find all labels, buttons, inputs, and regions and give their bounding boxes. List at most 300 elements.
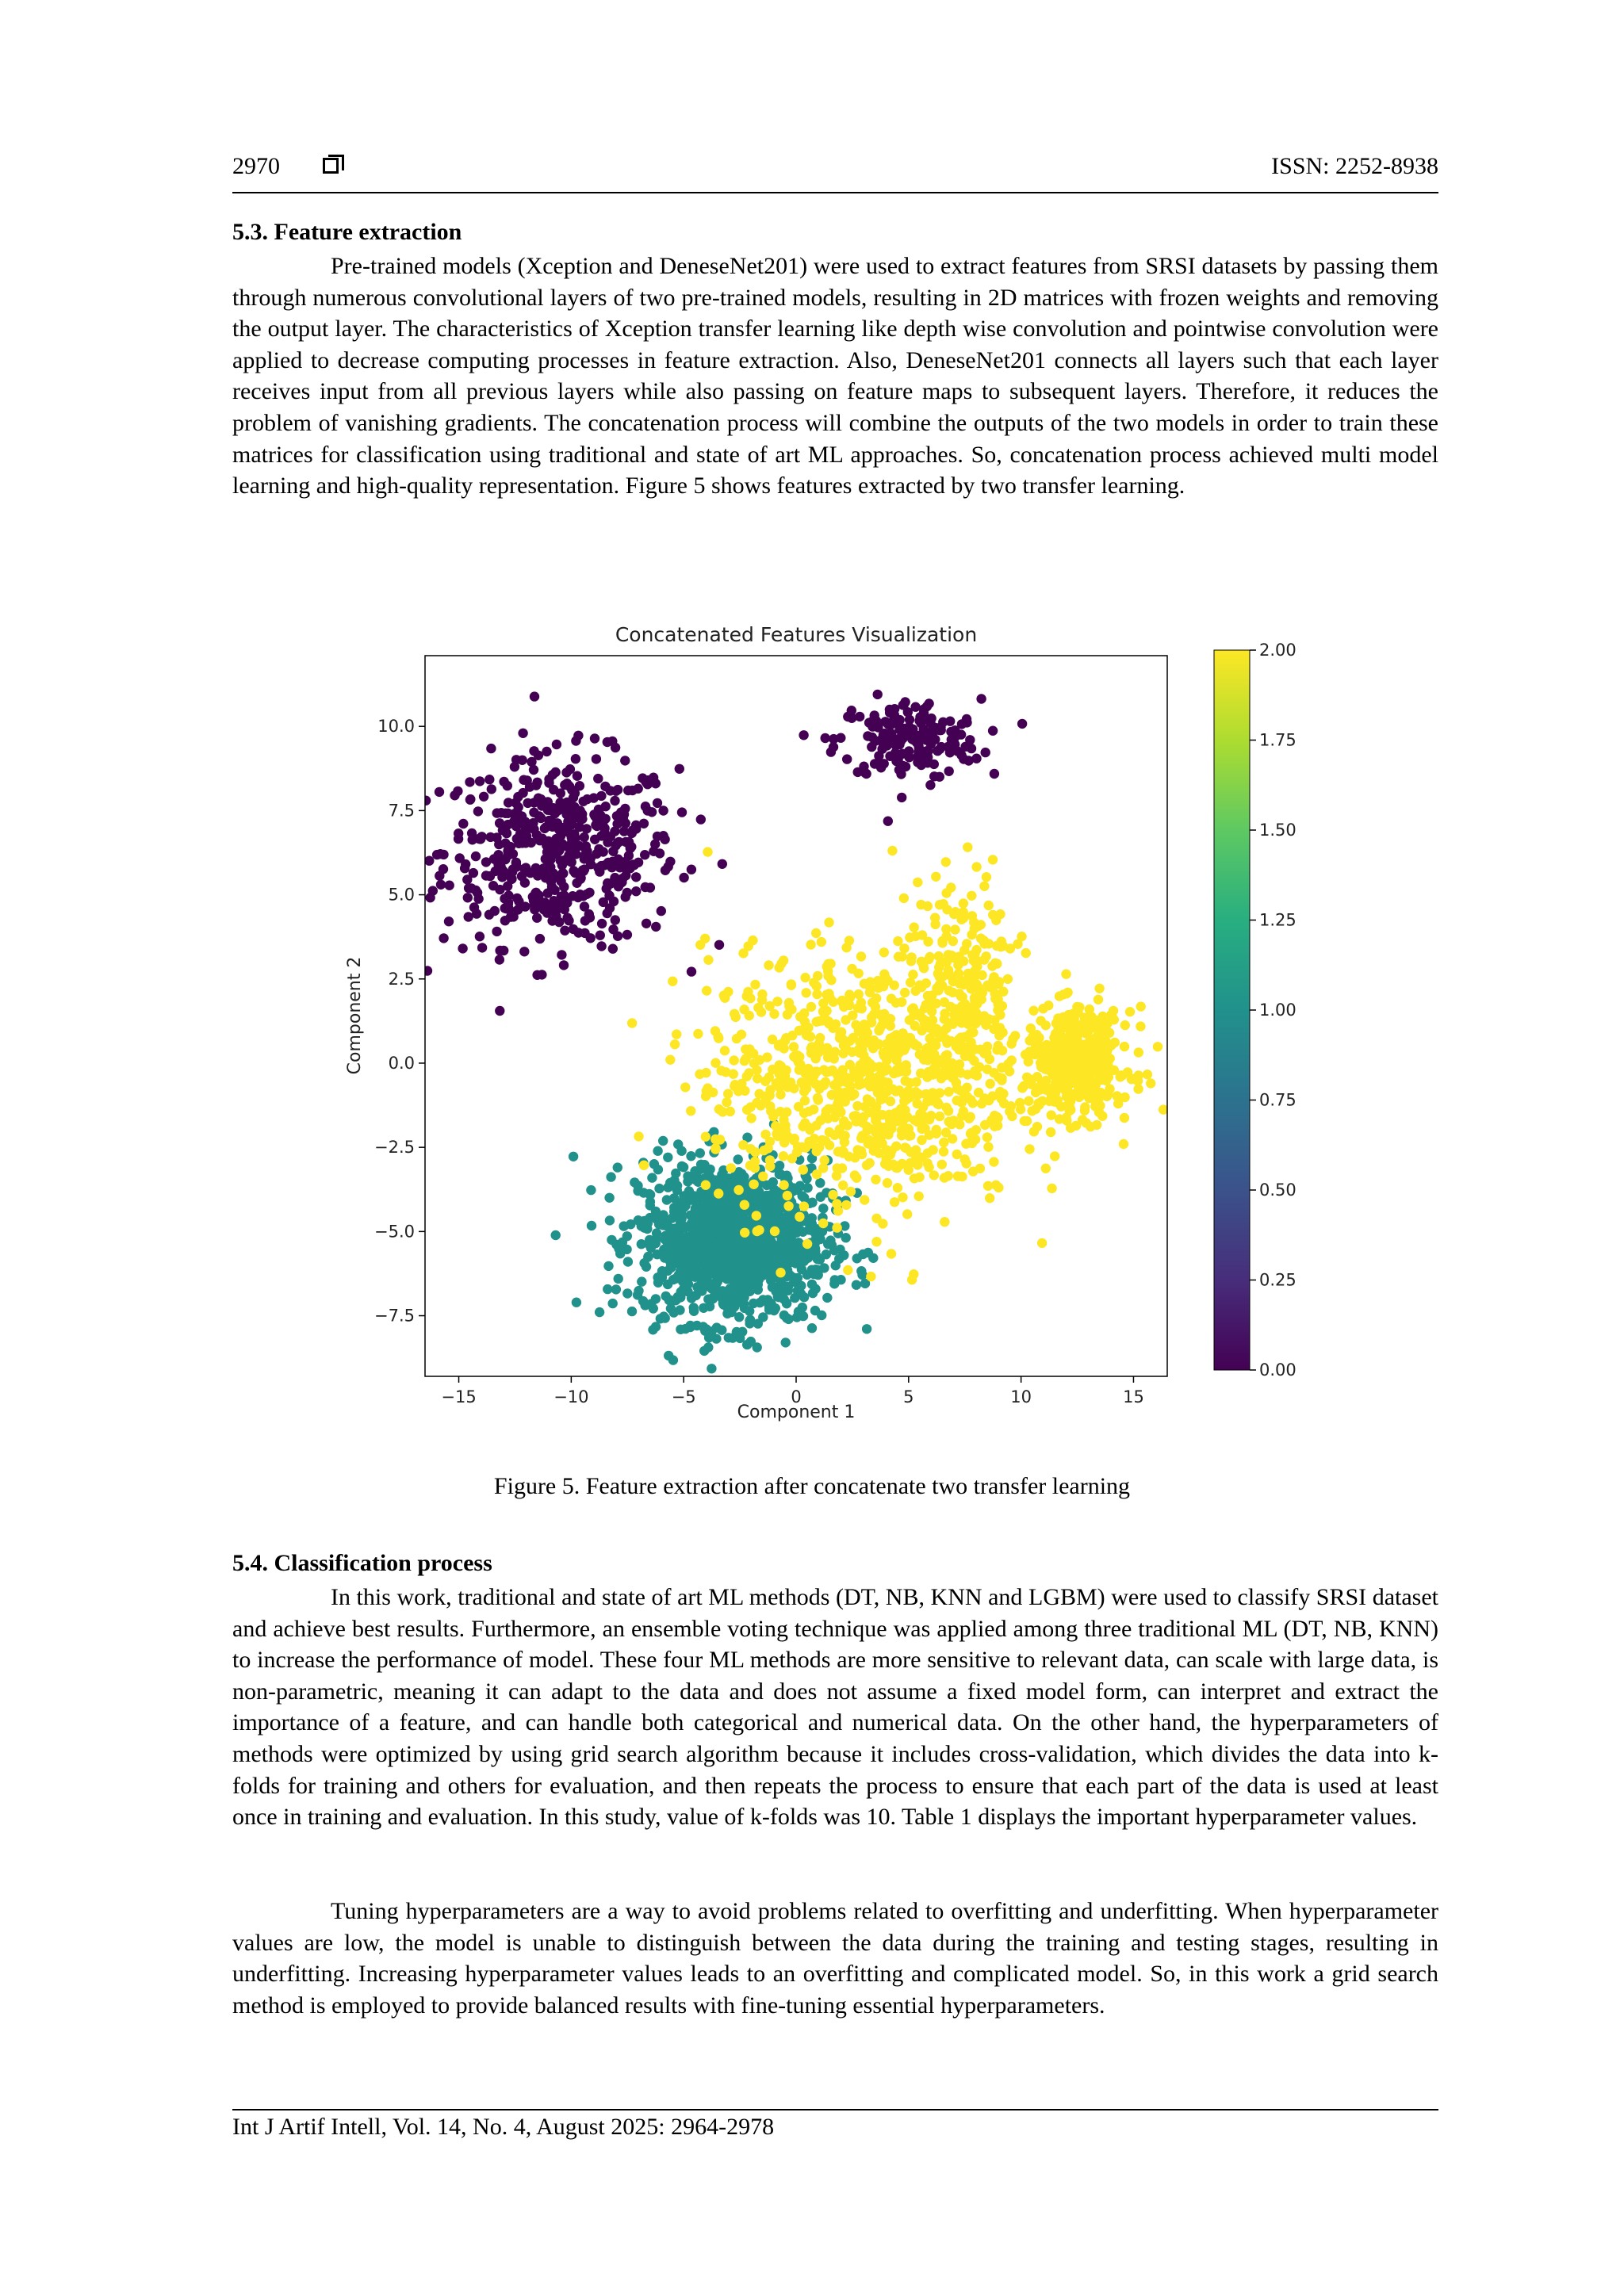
scatter-point <box>811 928 821 938</box>
section-paragraph-5-4-1: In this work, traditional and state of art ML methods (DT, NB, KNN and LGBM) were used to classify SRSI dataset and achieve best results. Furthermore, an ensemble voting technique was applied among three traditional ML (DT, NB, KNN) to increase the performance of model. These four ML methods are more sensitive to relevant data, can scale with large data, is non-parametric, meaning it can adapt to the data and does not assume a fixed model form, can interpret and extract the importance of a feature, and can handle both categorical and numerical data. On the other hand, the hyperparameters of methods were optimized by using grid search algorithm because it includes cross-validation, which divides the data into k-folds for training and others for evaluation, and then repeats the process to ensure that each part of the data is used at least once in training and evaluation. In this study, value of k-folds was 10. Table 1 displays the important hyperparameter values. <box>232 1584 1438 1831</box>
scatter-point <box>699 1212 708 1222</box>
scatter-point <box>990 769 999 779</box>
scatter-point <box>857 1131 867 1140</box>
scatter-point <box>565 764 575 774</box>
scatter-point <box>898 761 908 771</box>
scatter-point <box>458 819 468 828</box>
scatter-point <box>962 1158 971 1168</box>
scatter-point <box>955 1059 964 1069</box>
scatter-point <box>740 1228 749 1238</box>
scatter-point <box>860 1195 869 1204</box>
scatter-point <box>714 1249 723 1259</box>
scatter-point <box>511 814 521 824</box>
scatter-point <box>806 939 815 949</box>
scatter-point <box>627 1307 637 1316</box>
scatter-point <box>1060 1039 1070 1049</box>
scatter-point <box>473 894 483 904</box>
scatter-point <box>771 1283 780 1292</box>
scatter-point <box>799 1292 809 1302</box>
scatter-point <box>914 1011 924 1020</box>
scatter-point <box>473 806 483 816</box>
scatter-point <box>794 1307 803 1316</box>
scatter-point <box>862 1161 871 1170</box>
scatter-point <box>899 1109 909 1119</box>
scatter-point <box>806 1002 816 1012</box>
scatter-point <box>724 1288 733 1298</box>
scatter-point <box>1052 1097 1062 1107</box>
scatter-point <box>902 1209 912 1219</box>
scatter-point <box>647 807 657 817</box>
scatter-point <box>740 1200 749 1210</box>
scatter-point <box>738 1253 748 1263</box>
scatter-point <box>976 694 986 703</box>
scatter-point <box>1080 1106 1090 1115</box>
scatter-point <box>897 1131 906 1140</box>
scatter-point <box>980 1120 990 1130</box>
scatter-point <box>936 982 946 991</box>
scatter-point <box>630 860 639 870</box>
scatter-point <box>1024 1096 1033 1106</box>
scatter-point <box>960 742 970 752</box>
scatter-point <box>746 1113 756 1123</box>
scatter-point <box>696 814 706 824</box>
scatter-point <box>714 1033 723 1043</box>
scatter-point <box>729 1055 738 1065</box>
scatter-point <box>660 835 669 844</box>
scatter-point <box>1088 1081 1097 1091</box>
scatter-point <box>571 754 580 763</box>
scatter-point <box>783 1191 792 1200</box>
scatter-point <box>957 1041 967 1050</box>
scatter-point <box>891 748 900 757</box>
scatter-point <box>513 905 523 914</box>
scatter-point <box>847 714 856 723</box>
scatter-point <box>703 847 712 856</box>
scatter-point <box>800 973 810 982</box>
scatter-point <box>529 746 538 756</box>
scatter-point <box>608 1299 618 1308</box>
scatter-point <box>453 786 462 796</box>
scatter-point <box>611 915 620 924</box>
scatter-chart <box>317 614 1348 1471</box>
scatter-point <box>994 1031 1004 1040</box>
scatter-point <box>611 1284 621 1294</box>
scatter-point <box>762 1052 772 1062</box>
scatter-point <box>822 1106 831 1115</box>
scatter-point <box>1059 989 1068 999</box>
scatter-point <box>1008 1034 1017 1043</box>
scatter-point <box>596 941 606 951</box>
scatter-point <box>841 997 850 1007</box>
scatter-point <box>923 991 933 1001</box>
y-tick-label: 5.0 <box>388 885 415 905</box>
scatter-point <box>833 1087 843 1096</box>
scatter-point <box>867 1018 876 1027</box>
scatter-point <box>622 1288 632 1298</box>
scatter-point <box>832 1223 841 1232</box>
scatter-point <box>723 1089 733 1098</box>
scatter-point <box>850 1170 860 1180</box>
scatter-point <box>503 820 512 829</box>
scatter-point <box>979 882 989 891</box>
scatter-point <box>596 931 605 940</box>
scatter-point <box>485 832 495 842</box>
scatter-point <box>984 901 994 910</box>
section-paragraph-5-3: Pre-trained models (Xception and DeneseNet201) were used to extract features from SRSI datasets by passing them through numerous convolutional layers of two pre-trained models, resulting in 2D matrices with frozen weights and removing the output layer. The characteristics of Xception transfer learning like depth wise convolution and pointwise convolution were applied to decrease computing processes in feature extraction. Also, DeneseNet201 connects all layers such that each layer receives input from all previous layers while also passing on feature maps to subsequent layers. Therefore, it reduces the problem of vanishing gradients. The concatenation process will combine the outputs of the two models in order to train these matrices for classification using traditional and state of art ML approaches. So, concatenation process achieved multi model learning and high-quality representation. Figure 5 shows features extracted by two transfer learning. <box>232 253 1438 499</box>
scatter-point <box>968 1098 978 1108</box>
scatter-point <box>1109 1066 1119 1075</box>
scatter-point <box>653 1249 662 1259</box>
scatter-point <box>496 808 506 817</box>
scatter-point <box>929 771 939 781</box>
scatter-point <box>663 1153 672 1162</box>
scatter-point <box>950 924 959 934</box>
scatter-point <box>487 784 496 794</box>
scatter-point <box>865 983 875 993</box>
scatter-point <box>465 794 475 804</box>
scatter-point <box>701 1181 710 1190</box>
scatter-point <box>574 841 584 851</box>
scatter-point <box>942 1050 952 1059</box>
scatter-point <box>663 1183 672 1192</box>
figure-caption: Figure 5. Feature extraction after concatenate two transfer learning <box>493 1473 1131 1499</box>
scatter-point <box>444 916 454 926</box>
scatter-point <box>432 850 442 859</box>
scatter-point <box>1024 1057 1033 1066</box>
scatter-point <box>956 992 966 1001</box>
scatter-point <box>967 891 976 901</box>
scatter-point <box>733 1185 743 1195</box>
scatter-point <box>590 811 599 821</box>
scatter-point <box>971 754 981 763</box>
scatter-point <box>674 1270 684 1280</box>
scatter-point <box>838 1049 848 1058</box>
scatter-point <box>776 1268 785 1277</box>
scatter-point <box>686 1106 695 1115</box>
scatter-point <box>720 1225 730 1234</box>
scatter-point <box>672 1185 682 1195</box>
scatter-point <box>879 982 888 991</box>
scatter-point <box>984 1096 994 1105</box>
scatter-point <box>810 1079 820 1089</box>
scatter-point <box>573 893 583 902</box>
scatter-point <box>989 1157 998 1166</box>
scatter-point <box>679 1162 688 1172</box>
scatter-point <box>750 1157 760 1166</box>
scatter-point <box>923 937 933 947</box>
scatter-point <box>973 921 982 931</box>
scatter-point <box>650 840 660 849</box>
x-axis-label: Component 1 <box>737 1402 856 1422</box>
scatter-point <box>874 1039 883 1049</box>
scatter-point <box>982 1065 992 1074</box>
scatter-point <box>668 977 677 986</box>
scatter-point <box>676 1242 686 1251</box>
scatter-points <box>421 690 1168 1374</box>
scatter-point <box>959 945 969 955</box>
scatter-point <box>594 844 603 854</box>
scatter-point <box>740 1303 749 1313</box>
scatter-point <box>606 1172 615 1181</box>
scatter-point <box>872 1078 882 1088</box>
scatter-point <box>613 1162 622 1172</box>
scatter-point <box>887 846 897 855</box>
scatter-point <box>783 1131 792 1141</box>
scatter-point <box>962 714 971 724</box>
scatter-point <box>686 1211 695 1220</box>
scatter-point <box>726 1163 736 1173</box>
scatter-point <box>503 846 512 855</box>
scatter-point <box>906 728 915 737</box>
scatter-point <box>689 1307 699 1316</box>
scatter-point <box>587 1221 596 1230</box>
scatter-point <box>709 1280 718 1290</box>
scatter-point <box>799 730 808 740</box>
scatter-point <box>813 971 822 981</box>
colorbar-tick-label: 0.25 <box>1259 1270 1297 1290</box>
scatter-point <box>913 1099 922 1108</box>
scatter-point <box>969 956 979 966</box>
scatter-point <box>643 1252 653 1261</box>
scatter-point <box>486 744 496 753</box>
scatter-point <box>467 828 477 838</box>
scatter-point <box>966 1052 975 1062</box>
scatter-point <box>760 1260 770 1269</box>
scatter-point <box>763 1269 772 1278</box>
colorbar-tick-label: 0.00 <box>1259 1360 1297 1380</box>
scatter-point <box>830 1047 840 1057</box>
scatter-point <box>718 859 727 869</box>
scatter-point <box>959 1032 969 1042</box>
scatter-point <box>556 876 565 886</box>
scatter-point <box>421 796 431 806</box>
scatter-point <box>1017 1083 1027 1093</box>
scatter-point <box>804 1107 814 1116</box>
scatter-point <box>704 1333 714 1342</box>
scatter-point <box>1082 1118 1091 1127</box>
scatter-point <box>617 878 626 887</box>
scatter-point <box>1066 1123 1075 1133</box>
scatter-point <box>737 1211 747 1220</box>
footer-citation: Int J Artif Intell, Vol. 14, No. 4, August 2025: 2964-2978 <box>232 2114 775 2140</box>
scatter-point <box>931 872 940 882</box>
scatter-point <box>862 1324 871 1334</box>
scatter-point <box>699 1303 708 1313</box>
scatter-point <box>643 779 653 789</box>
scatter-point <box>1029 1127 1039 1136</box>
scatter-point <box>730 1211 739 1221</box>
scatter-point <box>899 894 909 903</box>
scatter-point <box>701 1092 710 1101</box>
scatter-point <box>995 909 1005 919</box>
scatter-point <box>915 1109 925 1119</box>
scatter-point <box>825 1140 834 1150</box>
scatter-point <box>772 997 782 1006</box>
scatter-point <box>491 867 500 876</box>
scatter-point <box>944 767 954 776</box>
section-paragraph-5-4-2: Tuning hyperparameters are a way to avoid problems related to overfitting and underfitting. When hyperparameter values are low, the model is unable to distinguish between the data during the training and testing stages, resulting in underfitting. Increasing hyperparameter values leads to an overfitting and complicated model. So, in this work a grid search method is employed to provide balanced results with fine-tuning essential hyperparameters. <box>232 1898 1438 2019</box>
scatter-point <box>963 842 972 851</box>
scatter-point <box>547 916 557 925</box>
scatter-point <box>1045 1084 1055 1093</box>
scatter-point <box>1003 974 1013 984</box>
scatter-point <box>733 1154 743 1164</box>
scatter-point <box>874 1026 883 1035</box>
scatter-point <box>1120 1093 1129 1102</box>
scatter-point <box>765 1180 775 1189</box>
scatter-point <box>841 943 851 952</box>
scatter-point <box>706 1200 715 1209</box>
scatter-point <box>783 1082 792 1092</box>
scatter-point <box>864 1108 874 1117</box>
scatter-point <box>776 1107 785 1116</box>
scatter-point <box>852 1253 862 1263</box>
scatter-point <box>812 1265 822 1274</box>
scatter-point <box>874 1148 883 1158</box>
scatter-point <box>624 839 634 848</box>
scatter-point <box>550 886 559 895</box>
scatter-point <box>790 1273 799 1283</box>
x-tick-label: −15 <box>441 1387 477 1406</box>
scatter-point <box>955 978 964 988</box>
scatter-point <box>500 855 510 864</box>
scatter-point <box>802 988 811 997</box>
scatter-point <box>568 815 577 825</box>
scatter-point <box>653 1165 663 1174</box>
scatter-point <box>753 1226 762 1236</box>
scatter-point <box>471 851 481 861</box>
issn: ISSN: 2252-8938 <box>1271 153 1438 179</box>
scatter-point <box>647 1173 657 1182</box>
scatter-point <box>1146 1078 1155 1088</box>
scatter-point <box>757 989 767 999</box>
scatter-point <box>905 1033 914 1043</box>
chart-title: Concatenated Features Visualization <box>615 623 978 646</box>
scatter-point <box>959 898 968 908</box>
scatter-point <box>939 1146 948 1156</box>
scatter-point <box>752 1211 761 1220</box>
scatter-point <box>957 1018 967 1027</box>
scatter-point <box>900 1076 910 1085</box>
scatter-point <box>867 742 876 752</box>
scatter-point <box>701 1068 710 1077</box>
scatter-point <box>569 924 578 934</box>
scatter-point <box>889 711 898 721</box>
scatter-point <box>949 1010 959 1020</box>
scatter-point <box>477 832 486 841</box>
scatter-point <box>963 1005 972 1015</box>
scatter-point <box>634 1131 643 1141</box>
x-tick-label: −10 <box>553 1387 589 1406</box>
scatter-point <box>1050 1151 1059 1161</box>
scatter-point <box>829 1246 839 1255</box>
scatter-point <box>931 1040 940 1050</box>
scatter-point <box>633 1290 642 1299</box>
scatter-point <box>904 1165 914 1175</box>
scatter-point <box>675 1305 684 1314</box>
scatter-point <box>952 1096 962 1105</box>
scatter-point <box>454 828 463 838</box>
scatter-point <box>582 824 592 833</box>
scatter-point <box>695 1148 705 1158</box>
x-tick-label: −5 <box>671 1387 696 1406</box>
scatter-point <box>488 881 498 890</box>
scatter-point <box>929 1170 939 1180</box>
scatter-point <box>623 786 633 795</box>
scatter-point <box>898 1192 907 1202</box>
scatter-point <box>779 1151 788 1161</box>
scatter-point <box>586 1185 596 1195</box>
scatter-point <box>836 733 845 743</box>
scatter-point <box>1055 1023 1064 1032</box>
scatter-point <box>551 1230 561 1240</box>
scatter-point <box>609 897 619 906</box>
scatter-point <box>640 850 649 859</box>
figure-5 <box>317 614 1348 1471</box>
checkbox-square-icon <box>323 158 339 174</box>
colorbar-tick-label: 2.00 <box>1259 641 1297 660</box>
scatter-point <box>807 1139 817 1149</box>
scatter-point <box>1136 1001 1146 1011</box>
scatter-point <box>657 906 666 916</box>
scatter-point <box>838 1146 848 1156</box>
scatter-point <box>642 919 651 928</box>
scatter-point <box>714 1188 723 1198</box>
scatter-point <box>802 1270 812 1280</box>
colorbar-tick-label: 1.50 <box>1259 821 1297 840</box>
scatter-point <box>490 906 500 916</box>
scatter-point <box>612 811 622 821</box>
scatter-point <box>876 1068 886 1077</box>
scatter-point <box>758 1172 768 1181</box>
scatter-point <box>789 1042 799 1051</box>
scatter-point <box>1134 1070 1143 1080</box>
scatter-point <box>530 691 539 701</box>
colorbar <box>1214 650 1250 1370</box>
scatter-point <box>925 1115 934 1124</box>
scatter-point <box>899 1046 909 1055</box>
scatter-point <box>702 1324 711 1334</box>
scatter-point <box>671 1169 680 1178</box>
scatter-point <box>610 796 619 806</box>
scatter-point <box>743 987 753 997</box>
scatter-point <box>1068 1077 1078 1086</box>
scatter-point <box>544 845 553 855</box>
scatter-point <box>462 874 472 884</box>
scatter-point <box>734 1330 744 1340</box>
scatter-point <box>893 1183 902 1192</box>
scatter-point <box>976 933 986 943</box>
scatter-point <box>726 1307 736 1317</box>
scatter-point <box>730 1009 739 1019</box>
scatter-point <box>499 946 508 955</box>
scatter-point <box>971 1008 981 1017</box>
scatter-point <box>514 897 523 906</box>
scatter-point <box>711 1181 721 1190</box>
scatter-point <box>894 1035 903 1045</box>
scatter-point <box>1037 1238 1047 1248</box>
scatter-point <box>810 1306 820 1315</box>
scatter-point <box>802 1249 812 1259</box>
scatter-point <box>535 836 545 845</box>
scatter-point <box>653 1146 662 1156</box>
scatter-point <box>1095 1040 1105 1050</box>
scatter-point <box>1037 1042 1047 1051</box>
scatter-point <box>1041 1020 1051 1030</box>
scatter-point <box>952 1150 962 1159</box>
scatter-point <box>991 1181 1001 1190</box>
scatter-point <box>1082 1071 1092 1081</box>
